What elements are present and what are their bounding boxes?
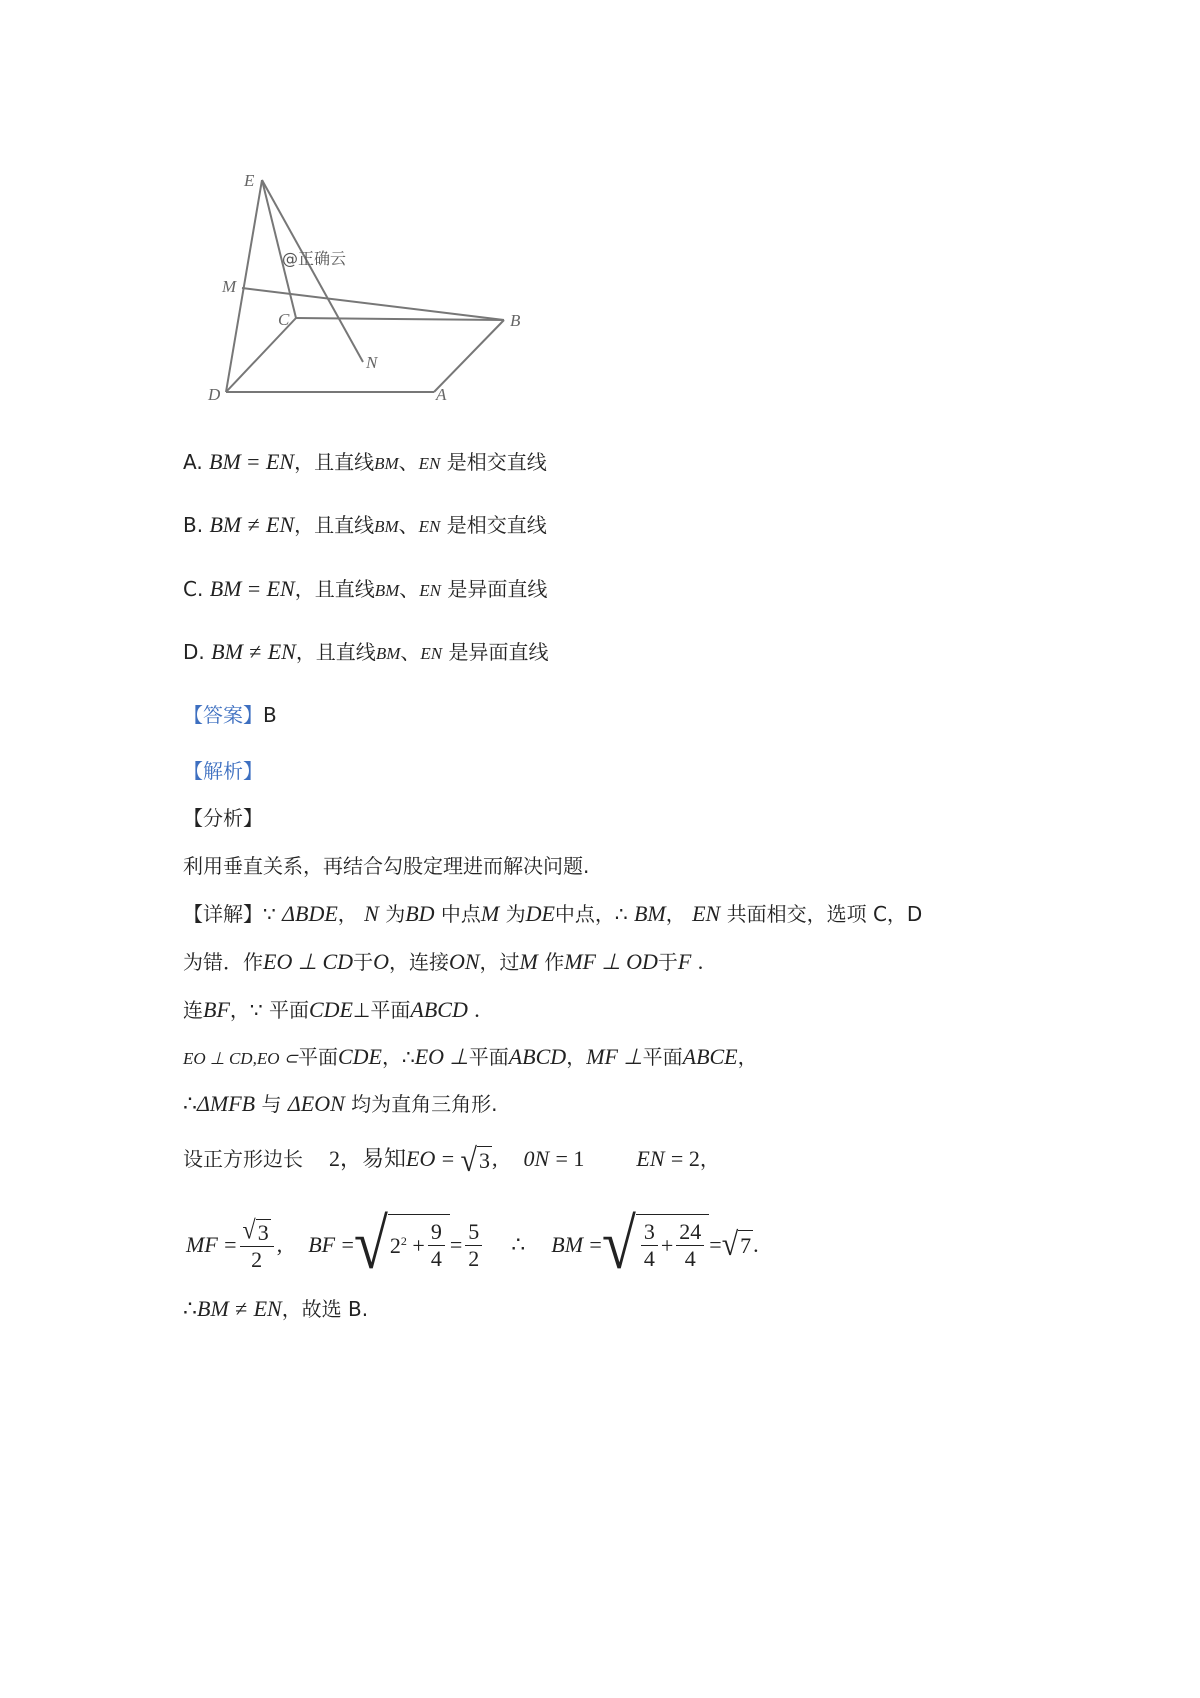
answer-label: 【答案】 — [183, 703, 263, 727]
text: 为错．作 — [183, 950, 263, 974]
text: 共面相交，选项 C，D — [726, 902, 923, 926]
math: ∴ — [183, 1296, 197, 1321]
detail-line-5 — [183, 1090, 497, 1118]
math: DE — [525, 901, 555, 926]
text: 作 — [544, 950, 565, 974]
math: ABCE — [682, 1044, 738, 1069]
text: ，且直线 — [294, 513, 375, 537]
answer-value: B — [263, 703, 277, 727]
math: ABCD — [508, 1044, 567, 1069]
math: 2 — [400, 1234, 407, 1248]
math: BM — [551, 1232, 584, 1257]
math: M — [519, 949, 538, 974]
math: BM — [209, 449, 241, 474]
text: 平面 — [642, 1045, 683, 1069]
fraction: $\frac{24}{4}$ — [676, 1219, 704, 1272]
math: EO — [406, 1146, 436, 1171]
math: = — [589, 1232, 602, 1257]
detail-line-3 — [183, 996, 480, 1024]
math: = — [709, 1232, 722, 1257]
fraction: $\frac{3}{4}$ — [641, 1219, 658, 1272]
math: ΔEON — [287, 1091, 345, 1116]
math: EN — [420, 644, 443, 663]
math: 3 — [477, 1146, 492, 1176]
math: EN — [267, 639, 296, 664]
math: 7 — [738, 1230, 753, 1260]
text: ∴ — [614, 902, 628, 926]
label-B: B — [510, 311, 521, 330]
math: EN — [636, 1146, 665, 1171]
math: EO ⊥ — [414, 1044, 469, 1069]
text: ，故选 B. — [281, 1297, 369, 1321]
math: EN — [253, 1296, 282, 1321]
math: = — [247, 449, 260, 474]
detail-line-6 — [183, 1141, 720, 1179]
math: 2 — [389, 1232, 401, 1258]
math: BF — [203, 997, 230, 1022]
math: BM — [633, 901, 666, 926]
math: BF — [308, 1232, 336, 1257]
text: ，且直线 — [294, 450, 375, 474]
text: 是相交直线 — [446, 450, 547, 474]
math: = — [441, 1146, 455, 1171]
math: BM — [211, 639, 243, 664]
math: = — [224, 1232, 237, 1257]
math: O — [373, 949, 389, 974]
sqrt: √ 7 — [721, 1226, 752, 1263]
text: ，且直线 — [294, 577, 375, 601]
label-N: N — [366, 353, 378, 372]
math: EN — [418, 517, 441, 536]
text: ， — [737, 1045, 758, 1069]
math: ≠ — [247, 512, 260, 537]
text: 连 — [183, 998, 203, 1022]
fenxi-text — [183, 852, 589, 880]
text: . — [474, 997, 480, 1022]
option-d[interactable] — [183, 638, 548, 668]
math: EN — [692, 901, 721, 926]
fenxi-heading — [183, 804, 263, 832]
text: 于 — [657, 950, 678, 974]
edge-AB — [434, 320, 504, 392]
math: = — [341, 1232, 354, 1257]
math: = — [449, 1232, 463, 1257]
math: BM — [374, 517, 399, 536]
math: EN — [266, 512, 295, 537]
sqrt: √ $\frac{3}{4}$ + $\frac{24}{4}$ — [602, 1214, 709, 1276]
text: 、 — [400, 640, 421, 664]
math: , — [491, 1146, 498, 1171]
text: 均为直角三角形. — [351, 1092, 498, 1116]
text: ⊥平面 — [352, 998, 411, 1022]
text: ，且直线 — [295, 640, 376, 664]
label-D: D — [208, 385, 221, 404]
edge-EN — [262, 180, 363, 362]
text: 为 — [385, 902, 406, 926]
fenxi-label: 【分析】 — [183, 806, 263, 830]
math: ≠ — [235, 1296, 248, 1321]
text: 、 — [399, 577, 420, 601]
math: BM — [374, 454, 399, 473]
math: M — [480, 901, 500, 926]
math: ≠ — [249, 639, 262, 664]
text: 、 — [398, 513, 419, 537]
analysis-heading — [183, 757, 263, 785]
math: . — [753, 1232, 759, 1257]
math: ΔBDE — [282, 901, 338, 926]
option-c[interactable] — [183, 575, 547, 605]
math: BD — [405, 901, 435, 926]
text: ， — [665, 902, 686, 926]
math: F — [677, 949, 692, 974]
math: ∴ — [183, 1091, 197, 1116]
fraction: √ 3 2 — [240, 1217, 274, 1272]
text: 为 — [505, 902, 526, 926]
answer-line — [183, 701, 277, 729]
label-M: M — [222, 277, 237, 296]
math: ∴ — [511, 1232, 526, 1257]
detail-line-1 — [183, 900, 922, 928]
text: 是异面直线 — [447, 577, 548, 601]
text: 平面 — [468, 1045, 509, 1069]
math: 2 — [251, 1246, 263, 1272]
analysis-label: 【解析】 — [183, 759, 263, 783]
math: EN — [265, 449, 295, 474]
detail-line-7: MF = √ 3 2 , BF = √ 2 $^2$ + $\frac{9}{4}$ = $\frac{5}{2}$ ∴ BM = √ $\frac{3}{4}$ + $\frac{24}{4}$ = √ 7 . — [186, 1205, 759, 1285]
math: 0N — [523, 1146, 550, 1171]
math: EN — [418, 454, 441, 473]
label-C: C — [278, 310, 290, 329]
math: CDE — [308, 997, 353, 1022]
math: + — [412, 1232, 425, 1258]
math: EO ⊥ CD — [263, 949, 354, 974]
text: 中点 — [440, 902, 481, 926]
math: ΔMFB — [197, 1091, 256, 1116]
detail-line-8 — [183, 1295, 368, 1323]
math: ABCD — [410, 997, 468, 1022]
text: 与 — [261, 1092, 282, 1116]
text: 于 — [353, 950, 374, 974]
edge-CB — [296, 318, 504, 320]
text: 是异面直线 — [448, 640, 549, 664]
text: ， — [699, 1147, 720, 1171]
detail-label: 【详解】 — [183, 902, 263, 926]
fraction: $\frac{5}{2}$ — [465, 1219, 482, 1272]
math: EO ⊥ CD,EO ⊂ — [183, 1049, 298, 1068]
sqrt: √ 2 $^2$ + $\frac{9}{4}$ — [354, 1214, 450, 1276]
math: N — [364, 901, 379, 926]
math: = 2 — [670, 1146, 700, 1171]
text: 平面 — [298, 1045, 338, 1069]
text: 中点， — [554, 902, 615, 926]
text: ， — [566, 1045, 587, 1069]
option-a[interactable] — [183, 448, 547, 478]
option-letter: C. — [183, 577, 204, 601]
option-letter: D. — [183, 640, 205, 664]
math: BM — [375, 644, 401, 663]
label-E: E — [244, 171, 255, 190]
text: 利用垂直关系，再结合勾股定理进而解决问题. — [183, 854, 590, 878]
watermark: @正确云 — [282, 249, 347, 268]
sqrt: √ 3 — [460, 1141, 490, 1179]
text: ，连接 — [388, 950, 449, 974]
math: MF ⊥ OD — [564, 949, 658, 974]
geometry-figure — [200, 160, 540, 410]
math: EN — [419, 581, 441, 600]
label-A: A — [436, 385, 447, 404]
text: ∵ — [263, 902, 283, 926]
math: BM — [209, 576, 242, 601]
text: ，∵ 平面 — [229, 998, 309, 1022]
math: BM — [197, 1296, 229, 1321]
text: 2，易知 — [329, 1146, 407, 1171]
math: MF ⊥ — [586, 1044, 643, 1069]
math: = 1 — [555, 1146, 585, 1171]
text: 、 — [398, 450, 419, 474]
option-letter: A. — [183, 450, 203, 474]
option-letter: B. — [183, 513, 204, 537]
math: BM — [374, 581, 400, 600]
math: BM — [209, 512, 242, 537]
option-b[interactable] — [183, 511, 547, 541]
text: 设正方形边长 — [183, 1147, 303, 1171]
text: ， — [337, 902, 358, 926]
math: CDE — [338, 1044, 382, 1069]
text: ，∴ — [382, 1045, 415, 1069]
text: 是相交直线 — [446, 513, 547, 537]
math: EN — [266, 576, 295, 601]
text: . — [697, 949, 704, 974]
math: 3 — [257, 1219, 269, 1245]
fraction: $\frac{9}{4}$ — [428, 1219, 445, 1272]
detail-line-2 — [183, 948, 703, 976]
math: = — [247, 576, 261, 601]
math: MF — [186, 1232, 218, 1257]
detail-line-4 — [183, 1043, 758, 1073]
math: ON — [448, 949, 480, 974]
text: ，过 — [479, 950, 520, 974]
